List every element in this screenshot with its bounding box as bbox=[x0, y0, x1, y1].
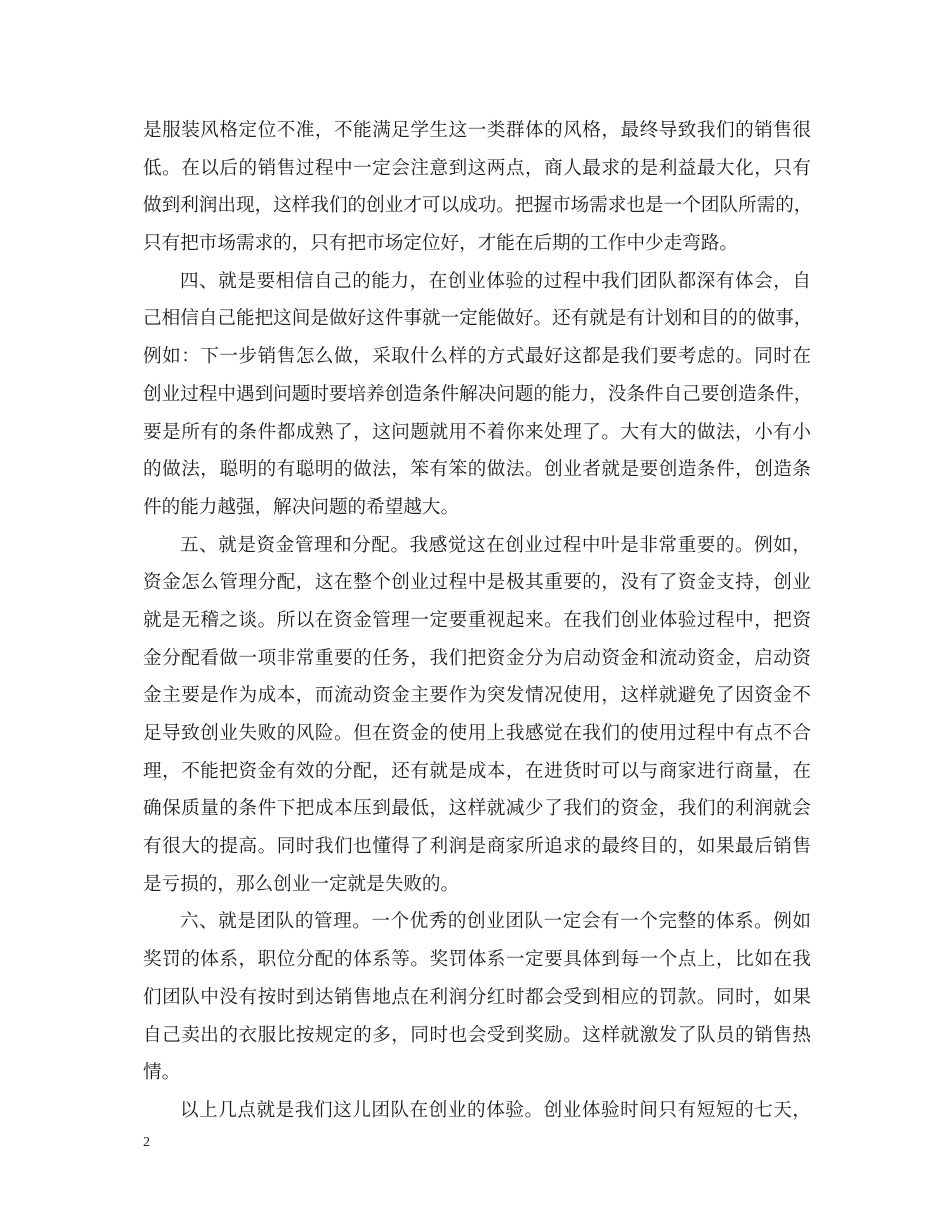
text-line: 奖罚的体系，职位分配的体系等。奖罚体系一定要具体到每一个点上，比如在我 bbox=[143, 949, 811, 971]
text-line: 足导致创业失败的风险。但在资金的使用上我感觉在我们的使用过程中有点不合 bbox=[143, 723, 811, 744]
text-line: 以上几点就是我们这儿团队在创业的体验。创业体验时间只有短短的七天， bbox=[180, 1099, 811, 1121]
text-line: 五、就是资金管理和分配。我感觉这在创业过程中叶是非常重要的。例如， bbox=[180, 534, 811, 556]
body-text bbox=[143, 112, 811, 1130]
text-line: 例如：下一步销售怎么做，采取什么样的方式最好这都是我们要考虑的。同时在 bbox=[143, 346, 811, 368]
text-line: 金分配看做一项非常重要的任务，我们把资金分为启动资金和流动资金，启动资 bbox=[143, 647, 811, 669]
text-line: 只有把市场需求的，只有把市场定位好，才能在后期的工作中少走弯路。 bbox=[143, 233, 739, 255]
text-line: 己相信自己能把这间是做好这件事就一定能做好。还有就是有计划和目的的做事， bbox=[143, 308, 813, 330]
text-line: 有很大的提高。同时我们也懂得了利润是商家所追求的最终目的，如果最后销售 bbox=[143, 836, 811, 858]
text-line: 是服装风格定位不准，不能满足学生这一类群体的风格，最终导致我们的销售很 bbox=[143, 120, 811, 141]
text-line: 情。 bbox=[143, 1062, 181, 1084]
text-line: 就是无稽之谈。所以在资金管理一定要重视起来。在我们创业体验过程中，把资 bbox=[143, 609, 811, 631]
text-line: 创业过程中遇到问题时要培养创造条件解决问题的能力，没条件自己要创造条件， bbox=[143, 383, 813, 405]
text-line: 资金怎么管理分配，这在整个创业过程中是极其重要的，没有了资金支持，创业 bbox=[143, 572, 811, 594]
text-line: 是亏损的，那么创业一定就是失败的。 bbox=[143, 873, 460, 895]
text-line: 金主要是作为成本，而流动资金主要作为突发情况使用，这样就避免了因资金不 bbox=[143, 685, 811, 707]
text-line: 做到利润出现，这样我们的创业才可以成功。把握市场需求也是一个团队所需的， bbox=[143, 195, 813, 217]
text-line: 们团队中没有按时到达销售地点在利润分红时都会受到相应的罚款。同时，如果 bbox=[143, 986, 811, 1008]
text-line: 确保质量的条件下把成本压到最低，这样就减少了我们的资金，我们的利润就会 bbox=[143, 798, 811, 820]
page-number: 2 bbox=[143, 1135, 150, 1150]
text-line: 低。在以后的销售过程中一定会注意到这两点，商人最求的是利益最大化，只有 bbox=[143, 157, 811, 179]
text-line: 件的能力越强，解决问题的希望越大。 bbox=[143, 496, 460, 518]
text-line: 自己卖出的衣服比按规定的多，同时也会受到奖励。这样就激发了队员的销售热 bbox=[143, 1024, 811, 1046]
text-line: 要是所有的条件都成熟了，这问题就用不着你来处理了。大有大的做法，小有小 bbox=[143, 421, 811, 443]
text-line: 理，不能把资金有效的分配，还有就是成本，在进货时可以与商家进行商量，在 bbox=[143, 760, 811, 782]
text-line: 四、就是要相信自己的能力，在创业体验的过程中我们团队都深有体会，自 bbox=[180, 270, 811, 292]
text-line: 六、就是团队的管理。一个优秀的创业团队一定会有一个完整的体系。例如 bbox=[180, 911, 811, 933]
text-line: 的做法，聪明的有聪明的做法，笨有笨的做法。创业者就是要创造条件，创造条 bbox=[143, 459, 811, 481]
